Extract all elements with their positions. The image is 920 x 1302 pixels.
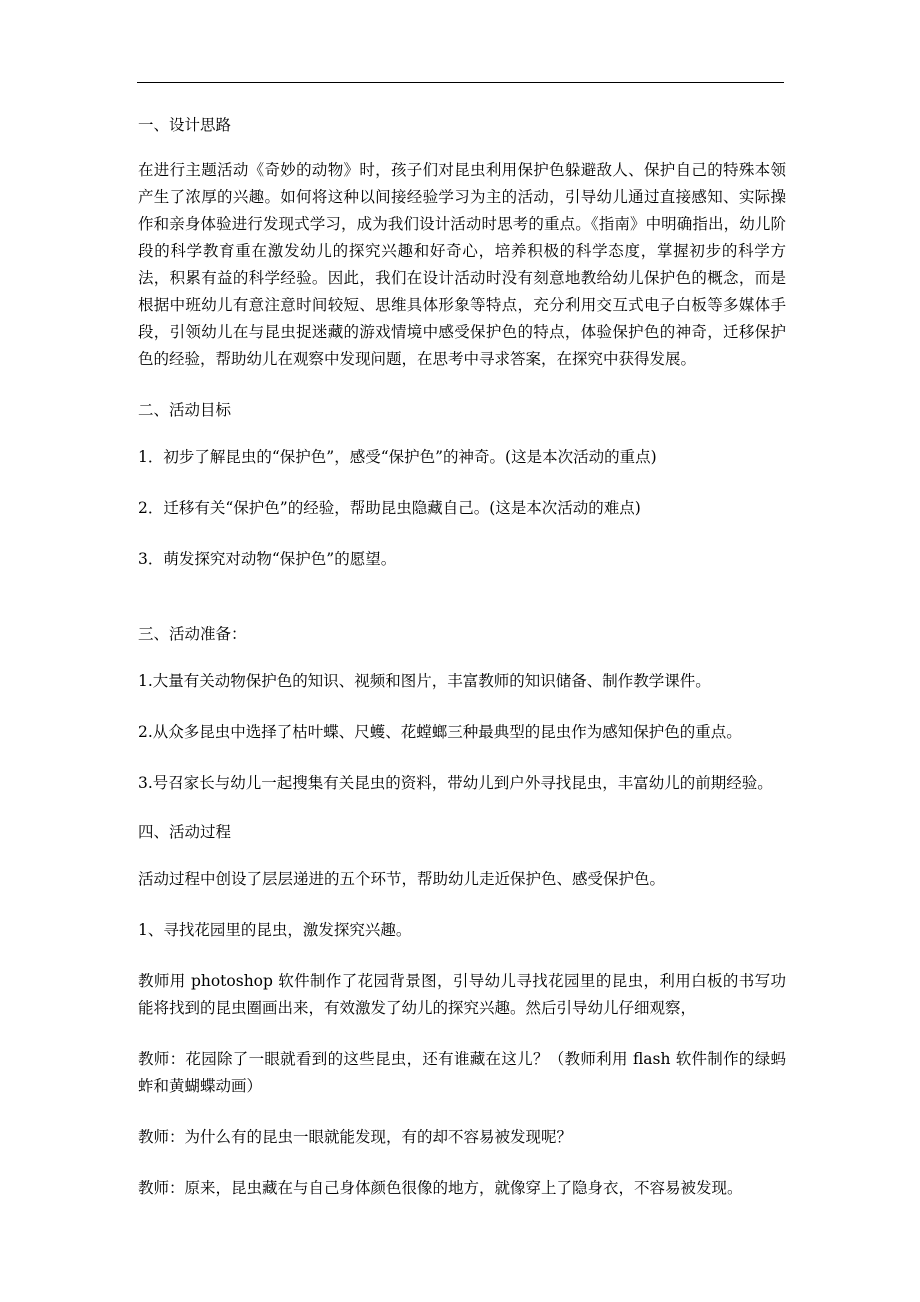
process-paragraph-teacher-answer: 教师：原来，昆虫藏在与自己身体颜色很像的地方，就像穿上了隐身衣，不容易被发现。 — [138, 1179, 743, 1197]
design-ideas-paragraph: 在进行主题活动《奇妙的动物》时，孩子们对昆虫利用保护色躲避敌人、保护自己的特殊本领产生了浓厚的兴趣。如何将这种以间接经验学习为主的活动，引导幼儿通过直接感知、实际操作和亲身体验进行发现式学习，成为我们设计活动时思考的重点。《指南》中明确指出，幼儿阶段的科学教育重在激发幼儿的探究兴趣和好奇心，培养积极的科学态度，掌握初步的科学方法，积累有益的科学经验。因此，我们在设计活动时没有刻意地教给幼儿保护色的概念，而是根据中班幼儿有意注意时间较短、思维具体形象等特点，充分利用交互式电子白板等多媒体手段，引领幼儿在与昆虫捉迷藏的游戏情境中感受保护色的特点，体验保护色的神奇，迁移保护色的经验，帮助幼儿在观察中发现问题，在思考中寻求答案，在探究中获得发展。 — [138, 161, 786, 368]
goal-item-3: 3．萌发探究对动物“保护色”的愿望。 — [138, 550, 397, 568]
process-paragraph-teacher-why: 教师：为什么有的昆虫一眼就能发现，有的却不容易被发现呢？ — [138, 1128, 573, 1146]
section-heading-process: 四、活动过程 — [138, 823, 232, 841]
goal-item-2: 2．迁移有关“保护色”的经验，帮助昆虫隐藏自己。(这是本次活动的难点) — [138, 499, 641, 517]
preparation-item-2: 2.从众多昆虫中选择了枯叶蝶、尺蠖、花螳螂三种最典型的昆虫作为感知保护色的重点。 — [138, 723, 742, 741]
preparation-item-1: 1.大量有关动物保护色的知识、视频和图片，丰富教师的知识储备、制作教学课件。 — [138, 672, 711, 690]
preparation-item-3: 3.号召家长与幼儿一起搜集有关昆虫的资料，带幼儿到户外寻找昆虫，丰富幼儿的前期经验。 — [138, 774, 773, 792]
goal-item-1: 1．初步了解昆虫的“保护色”，感受“保护色”的神奇。(这是本次活动的重点) — [138, 448, 657, 466]
process-paragraph-photoshop: 教师用 photoshop 软件制作了花园背景图，引导幼儿寻找花园里的昆虫，利用白板的书写功能将找到的昆虫圈画出来，有效激发了幼儿的探究兴趣。然后引导幼儿仔细观察， — [138, 972, 786, 1017]
header-rule — [137, 82, 784, 83]
process-intro: 活动过程中创设了层层递进的五个环节，帮助幼儿走近保护色、感受保护色。 — [138, 870, 666, 888]
document-body — [138, 112, 786, 1226]
section-heading-design-ideas: 一、设计思路 — [138, 116, 232, 134]
section-heading-preparation: 三、活动准备： — [138, 625, 247, 643]
process-paragraph-teacher-question: 教师：花园除了一眼就看到的这些昆虫，还有谁藏在这儿？（教师利用 flash 软件制作的绿蚂蚱和黄蝴蝶动画） — [138, 1050, 786, 1095]
section-heading-goals: 二、活动目标 — [138, 401, 232, 419]
process-step-1: 1、寻找花园里的昆虫，激发探究兴趣。 — [138, 921, 412, 939]
